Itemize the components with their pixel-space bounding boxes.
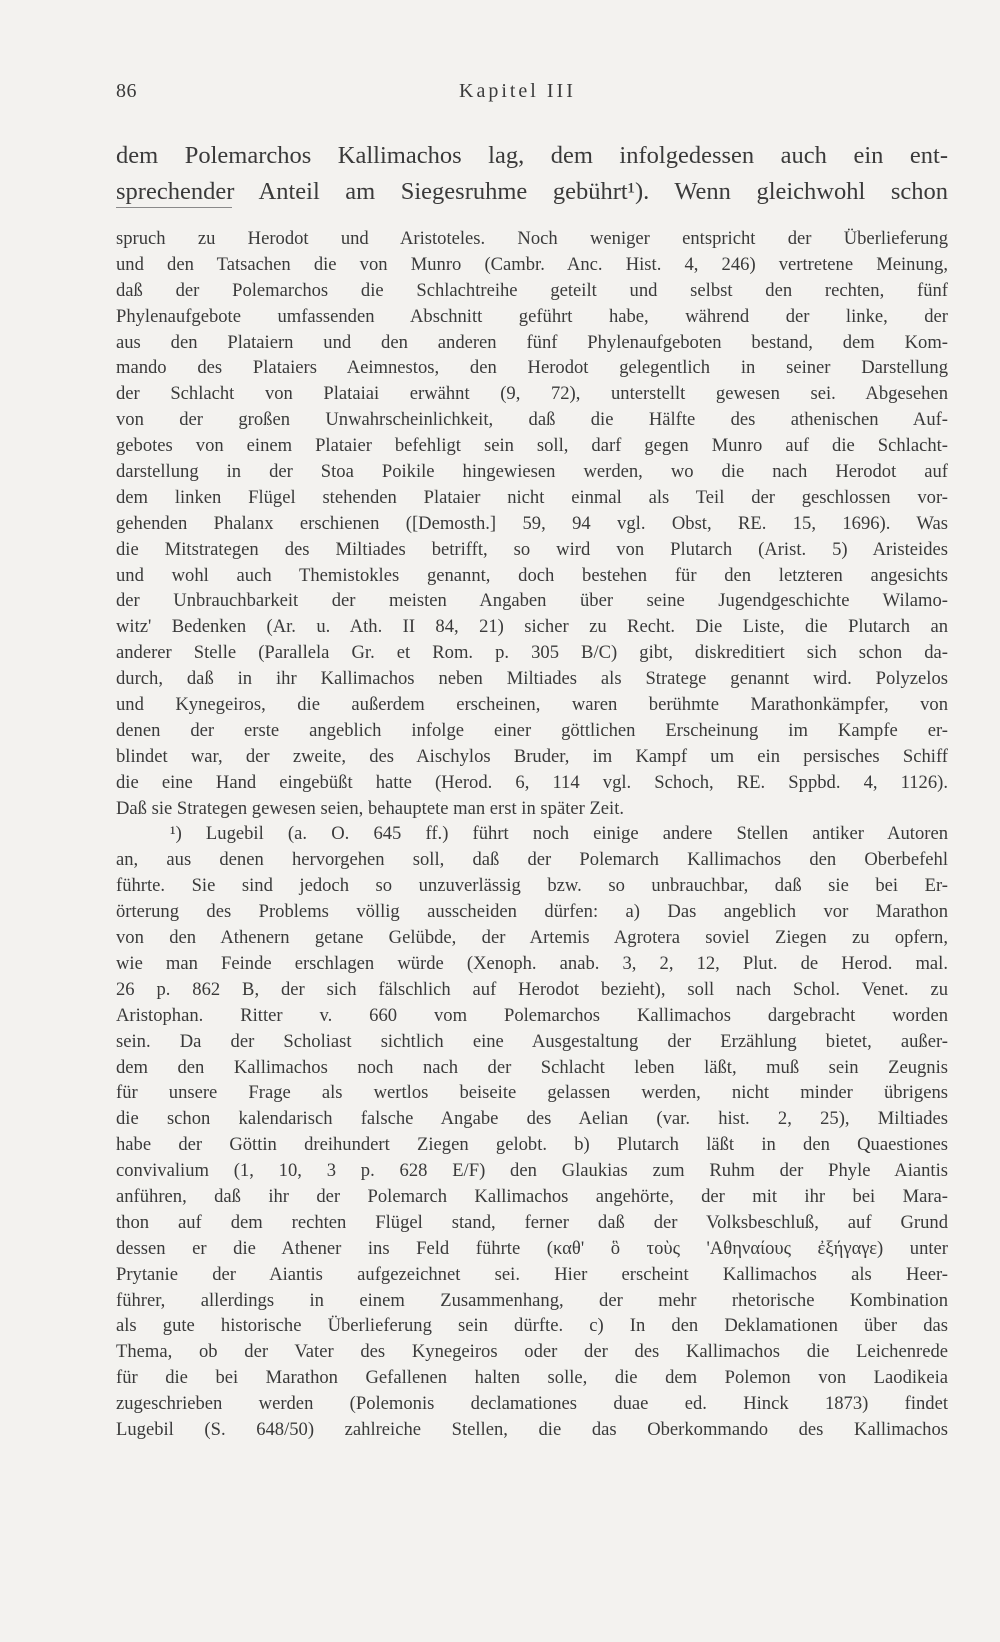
footnote-line: spruch zu Herodot und Aristoteles. Noch weniger entspricht der Überlieferung — [116, 228, 948, 249]
footnote-line: anführen, daß ihr der Polemarch Kallimachos angehörte, der mit ihr bei Mara- — [116, 1185, 948, 1207]
page-header — [116, 80, 948, 110]
footnote-line: und wohl auch Themistokles genannt, doch bestehen für den letzteren angesichts — [116, 564, 948, 586]
footnote-line: an, aus denen hervorgehen soll, daß der Polemarch Kallimachos den Oberbefehl — [116, 849, 948, 871]
footnote-line: sein. Da der Scholiast sichtlich eine Ausgestaltung der Erzählung bietet, außer- — [116, 1030, 948, 1052]
footnote-1-start: ¹) Lugebil (a. O. 645 ff.) führt noch einige andere Stellen antiker Autoren — [170, 823, 948, 845]
footnote-line: thon auf dem rechten Flügel stand, ferner daß der Volksbeschluß, auf Grund — [116, 1211, 948, 1233]
footnote-line: zugeschrieben werden (Polemonis declamationes duae ed. Hinck 1873) findet — [116, 1393, 948, 1415]
footnote-line: die Mitstrategen des Miltiades betrifft, so wird von Plutarch (Arist. 5) Aristeides — [116, 538, 948, 560]
footnote-line: Prytanie der Aiantis aufgezeichnet sei. Hier erscheint Kallimachos als Heer- — [116, 1263, 948, 1285]
footnote-line: der Schlacht von Plataiai erwähnt (9, 72), unterstellt gewesen sei. Abgesehen — [116, 383, 948, 405]
main-text-line: sprechender Anteil am Siegesruhme gebührt¹). Wenn gleichwohl schon — [116, 178, 948, 205]
footnote-line: dessen er die Athener ins Feld führte (καθ' ὃ τοὺς 'Αθηναίους ἐξήγαγε) unter — [116, 1237, 948, 1259]
footnote-line: örterung des Problems völlig ausscheiden dürfen: a) Das angeblich vor Marathon — [116, 901, 948, 923]
footnote-line: Daß sie Strategen gewesen seien, behauptete man erst in später Zeit. — [116, 797, 625, 819]
footnote-line: und den Tatsachen die von Munro (Cambr. Anc. Hist. 4, 246) vertretene Meinung, — [116, 253, 948, 275]
footnote-line: darstellung in der Stoa Poikile hingewiesen werden, wo die nach Herodot auf — [116, 461, 948, 483]
footnote-line: habe der Göttin dreihundert Ziegen gelobt. b) Plutarch läßt in den Quaestiones — [116, 1134, 948, 1156]
footnote-line: von den Athenern getane Gelübde, der Artemis Agrotera soviel Ziegen zu opfern, — [116, 927, 948, 949]
footnote-line: wie man Feinde erschlagen würde (Xenoph. anab. 3, 2, 12, Plut. de Herod. mal. — [116, 952, 948, 974]
footnote-line: convivalium (1, 10, 3 p. 628 E/F) den Glaukias zum Ruhm der Phyle Aiantis — [116, 1160, 948, 1182]
footnote-separator — [116, 207, 232, 208]
footnote-line: aus den Plataiern und den anderen fünf Phylenaufgeboten bestand, dem Kom- — [116, 331, 948, 353]
footnotes — [116, 226, 948, 1469]
main-text — [116, 138, 948, 210]
footnote-line: daß der Polemarchos die Schlachtreihe geteilt und selbst den rechten, fünf — [116, 279, 948, 301]
footnote-line: dem den Kallimachos noch nach der Schlacht leben läßt, muß sein Zeugnis — [116, 1056, 948, 1078]
footnote-line — [116, 1443, 948, 1469]
footnote-line: witz' Bedenken (Ar. u. Ath. II 84, 21) sicher zu Recht. Die Liste, die Plutarch an — [116, 616, 948, 638]
footnote-line: denen der erste angeblich infolge einer göttlichen Erscheinung im Kampfe er- — [116, 719, 948, 741]
footnote-line: Thema, ob der Vater des Kynegeiros oder der des Kallimachos die Leichenrede — [116, 1341, 948, 1363]
footnote-line: Phylenaufgebote umfassenden Abschnitt geführt habe, während der linke, der — [116, 305, 948, 327]
footnote-line: mando des Plataiers Aeimnestos, den Herodot gelegentlich in seiner Darstellung — [116, 357, 948, 379]
footnote-line: blindet war, der zweite, des Aischylos Bruder, im Kampf um ein persisches Schiff — [116, 745, 948, 767]
main-text-line: dem Polemarchos Kallimachos lag, dem infolgedessen auch ein ent- — [116, 142, 948, 169]
footnote-line: die eine Hand eingebüßt hatte (Herod. 6, 114 vgl. Schoch, RE. Sppbd. 4, 1126). — [116, 771, 948, 793]
page-number: 86 — [116, 80, 137, 102]
footnote-line: Lugebil (S. 648/50) zahlreiche Stellen, die das Oberkommando des Kallimachos — [116, 1418, 948, 1440]
footnote-line: dem linken Flügel stehenden Plataier nicht einmal als Teil der geschlossen vor- — [116, 486, 948, 508]
footnote-line: gebotes von einem Plataier befehligt sein soll, darf gegen Munro auf die Schlacht- — [116, 435, 948, 457]
footnote-line: von der großen Unwahrscheinlichkeit, daß die Hälfte des athenischen Auf- — [116, 409, 948, 431]
footnote-line: und Kynegeiros, die außerdem erscheinen, waren berühmte Marathonkämpfer, von — [116, 694, 948, 716]
footnote-line: der Unbrauchbarkeit der meisten Angaben über seine Jugendgeschichte Wilamo- — [116, 590, 948, 612]
footnote-line: als gute historische Überlieferung sein dürfte. c) In den Deklamationen über das — [116, 1315, 948, 1337]
footnote-line: durch, daß in ihr Kallimachos neben Miltiades als Stratege genannt wird. Polyzelos — [116, 668, 948, 690]
footnote-line: die schon kalendarisch falsche Angabe des Aelian (var. hist. 2, 25), Miltiades — [116, 1108, 948, 1130]
footnote-line: führer, allerdings in einem Zusammenhang, der mehr rhetorische Kombination — [116, 1289, 948, 1311]
footnote-line: für unsere Frage als wertlos beiseite gelassen werden, nicht minder übrigens — [116, 1082, 948, 1104]
footnote-line: 26 p. 862 B, der sich fälschlich auf Herodot bezieht), soll nach Schol. Venet. zu — [116, 978, 948, 1000]
footnote-line: gehenden Phalanx erschienen ([Demosth.] 59, 94 vgl. Obst, RE. 15, 1696). Was — [116, 512, 948, 534]
running-head: Kapitel III — [459, 80, 576, 102]
footnote-line: für die bei Marathon Gefallenen halten solle, die dem Polemon von Laodikeia — [116, 1367, 948, 1389]
footnote-line: führte. Sie sind jedoch so unzuverlässig bzw. so unbrauchbar, daß sie bei Er- — [116, 875, 948, 897]
footnote-line: anderer Stelle (Parallela Gr. et Rom. p. 305 B/C) gibt, diskreditiert sich schon da- — [116, 642, 948, 664]
footnote-line: Aristophan. Ritter v. 660 vom Polemarchos Kallimachos dargebracht worden — [116, 1004, 948, 1026]
